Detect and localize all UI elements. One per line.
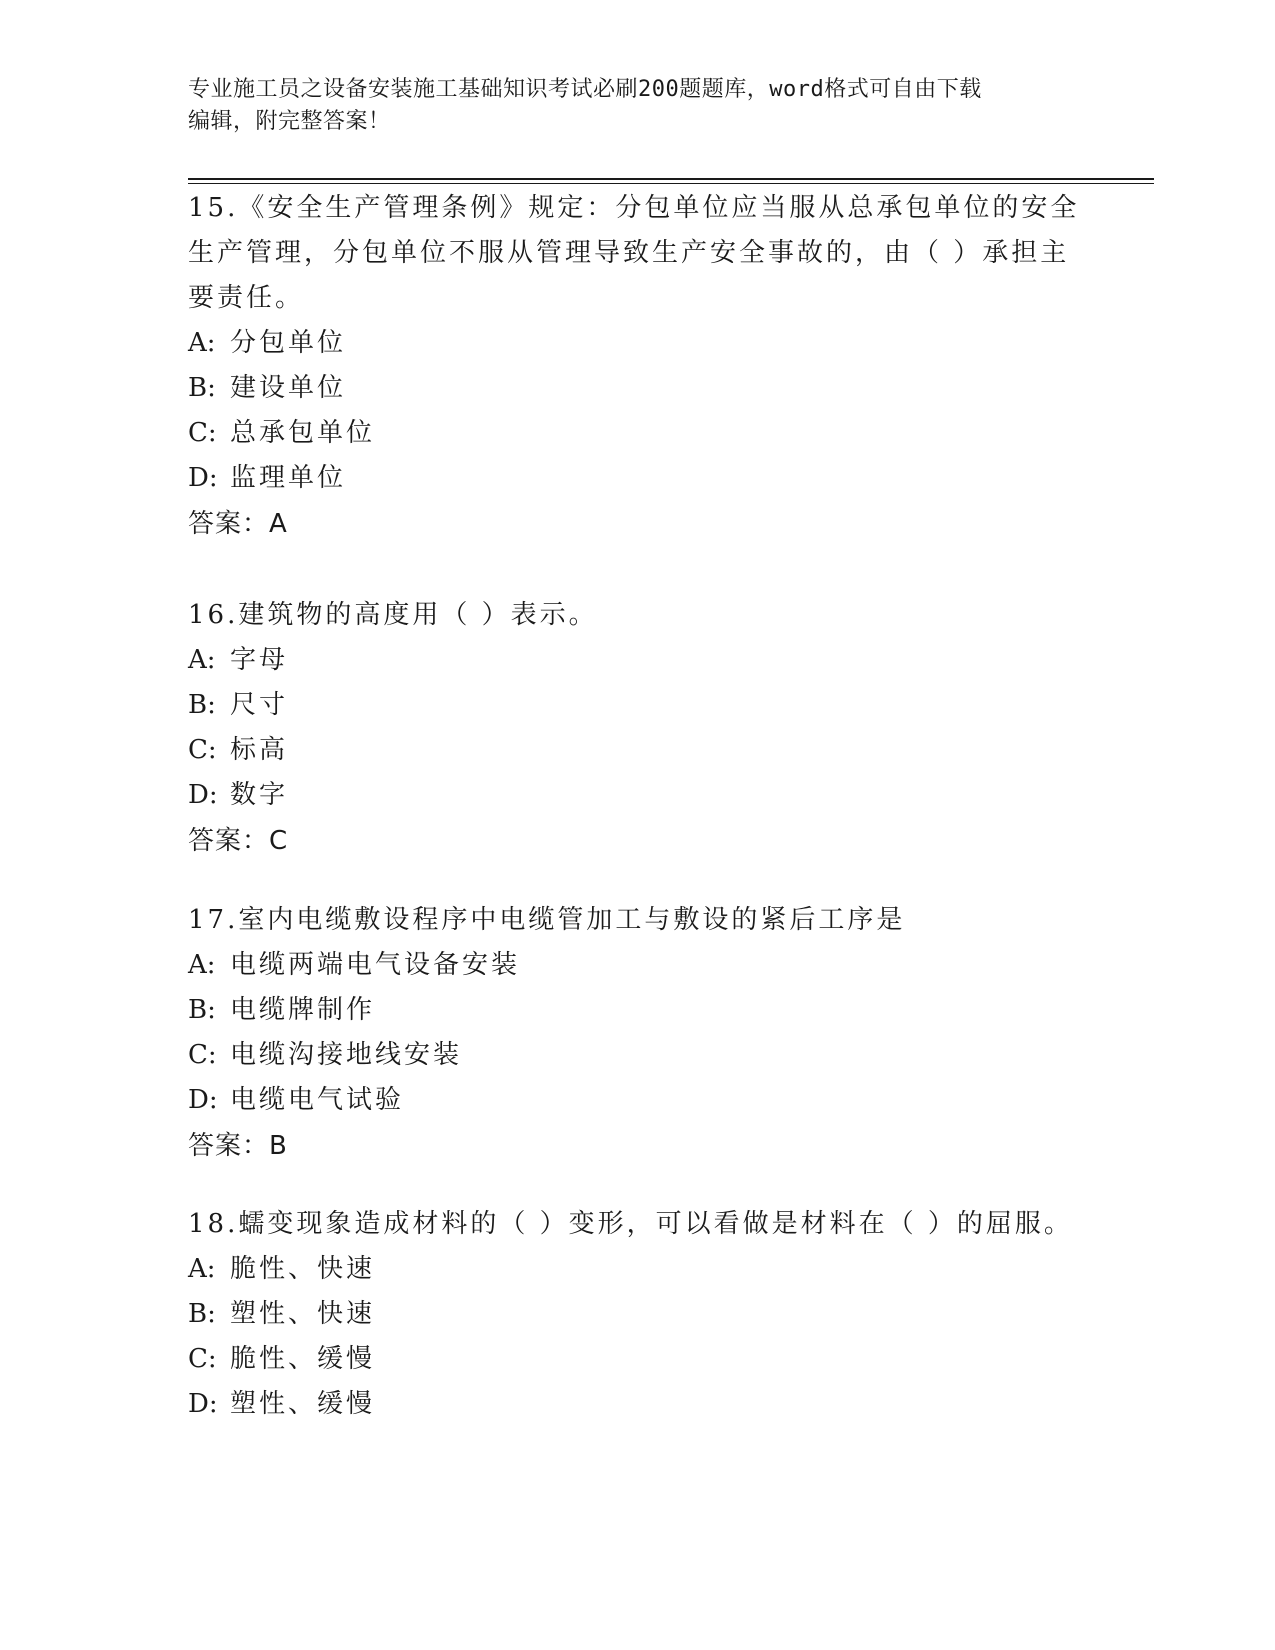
header-divider	[188, 178, 1154, 184]
option-b	[188, 988, 1088, 1033]
document-header	[188, 74, 1068, 138]
question-text: 16.建筑物的高度用（ ）表示。	[188, 600, 598, 630]
option-c	[188, 1337, 1088, 1382]
option-letter: C:	[188, 735, 217, 765]
option-letter: B:	[188, 690, 216, 720]
option-letter: B:	[188, 373, 216, 403]
question-16	[188, 593, 1088, 864]
option-a	[188, 321, 1088, 366]
option-text: 塑性、快速	[230, 1299, 376, 1329]
option-letter: C:	[188, 418, 217, 448]
question-17	[188, 898, 1088, 1169]
option-c	[188, 1033, 1088, 1078]
option-d	[188, 456, 1088, 501]
option-text: 标高	[230, 735, 289, 765]
option-text: 电缆牌制作	[230, 995, 376, 1025]
option-letter: A:	[188, 1254, 216, 1284]
question-text: 15.《安全生产管理条例》规定：分包单位应当服从总承包单位的安全	[188, 193, 1080, 223]
question-18	[188, 1202, 1088, 1427]
option-d	[188, 1382, 1088, 1427]
question-text: 17.室内电缆敷设程序中电缆管加工与敷设的紧后工序是	[188, 905, 906, 935]
option-letter: C:	[188, 1344, 217, 1374]
option-text: 塑性、缓慢	[230, 1389, 376, 1419]
option-text: 脆性、快速	[230, 1254, 376, 1284]
question-text: 18.蠕变现象造成材料的（ ）变形，可以看做是材料在（ ）的屈服。	[188, 1209, 1073, 1239]
option-letter: A:	[188, 645, 216, 675]
option-letter: B:	[188, 995, 216, 1025]
option-c	[188, 411, 1088, 456]
option-text: 电缆两端电气设备安装	[230, 950, 521, 980]
option-b	[188, 683, 1088, 728]
option-text: 数字	[230, 780, 289, 810]
option-c	[188, 728, 1088, 773]
option-d	[188, 1078, 1088, 1123]
answer-label: 答案：C	[188, 826, 289, 856]
option-text: 分包单位	[230, 328, 347, 358]
option-letter: C:	[188, 1040, 217, 1070]
question-text: 要责任。	[188, 283, 305, 313]
option-text: 监理单位	[230, 463, 347, 493]
option-letter: D:	[188, 463, 218, 493]
option-d	[188, 773, 1088, 818]
option-text: 建设单位	[230, 373, 347, 403]
header-line-1: 专业施工员之设备安装施工基础知识考试必刷200题题库，word格式可自由下载	[188, 77, 982, 102]
option-letter: A:	[188, 328, 216, 358]
option-letter: B:	[188, 1299, 216, 1329]
answer-label: 答案：B	[188, 1131, 288, 1161]
option-text: 字母	[230, 645, 289, 675]
question-15	[188, 186, 1088, 547]
question-text: 生产管理，分包单位不服从管理导致生产安全事故的，由（ ）承担主	[188, 238, 1070, 268]
option-b	[188, 366, 1088, 411]
option-letter: D:	[188, 1389, 218, 1419]
answer-label: 答案：A	[188, 509, 288, 539]
option-b	[188, 1292, 1088, 1337]
option-a	[188, 638, 1088, 683]
option-a	[188, 943, 1088, 988]
option-letter: A:	[188, 950, 216, 980]
option-text: 电缆沟接地线安装	[230, 1040, 463, 1070]
option-letter: D:	[188, 1085, 218, 1115]
option-text: 尺寸	[230, 690, 289, 720]
option-a	[188, 1247, 1088, 1292]
header-line-2: 编辑，附完整答案！	[188, 109, 391, 134]
option-text: 总承包单位	[230, 418, 376, 448]
option-letter: D:	[188, 780, 218, 810]
option-text: 脆性、缓慢	[230, 1344, 376, 1374]
option-text: 电缆电气试验	[230, 1085, 405, 1115]
